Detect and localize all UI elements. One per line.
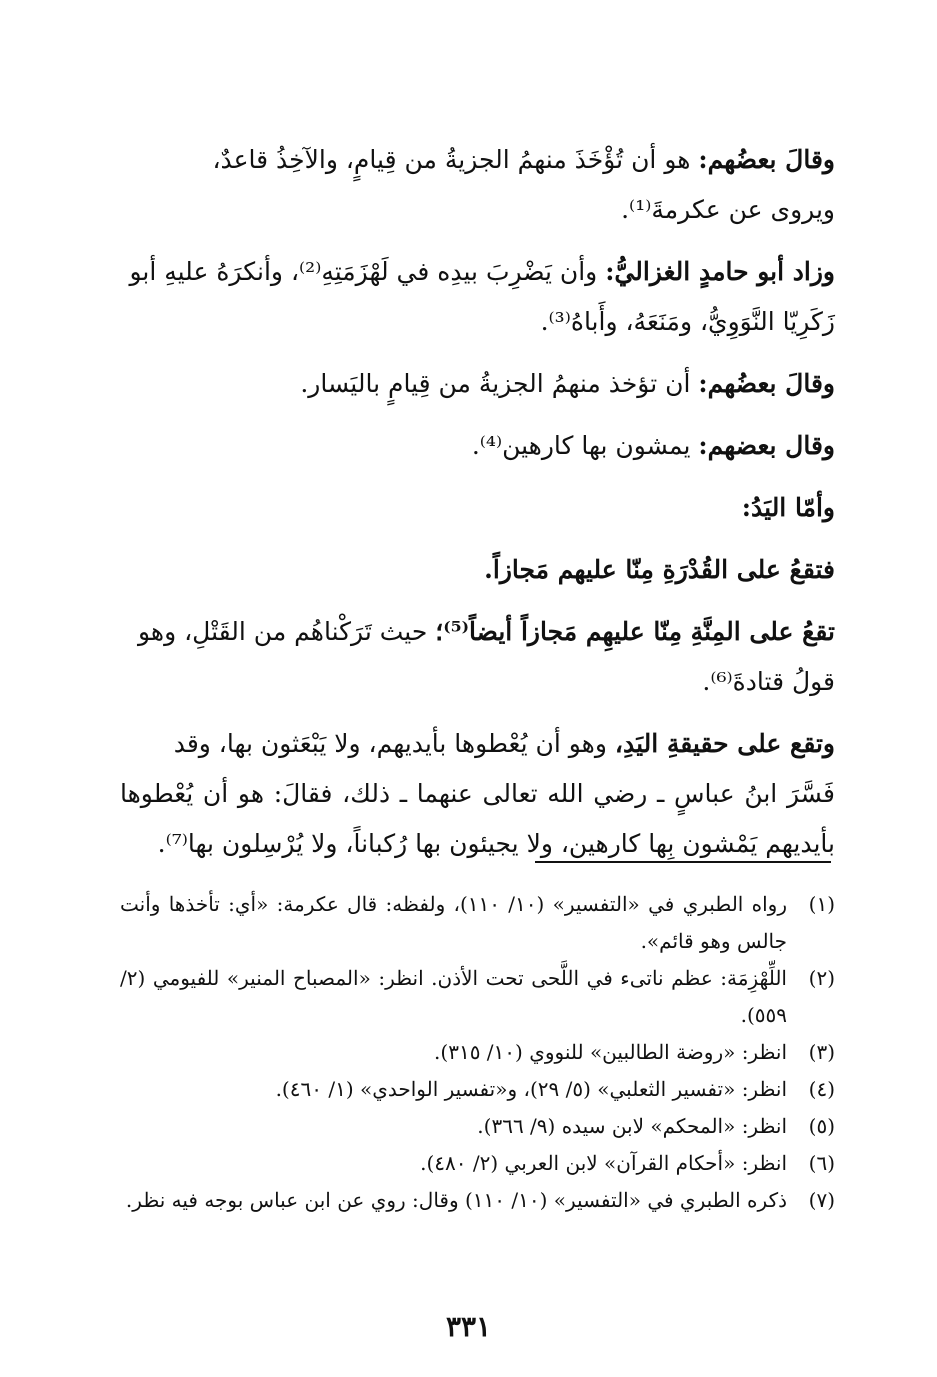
paragraph-lead: وقالَ بعضُهم: (698, 145, 835, 174)
footnote-number: (٣) (808, 1040, 835, 1064)
paragraph (120, 719, 835, 869)
paragraph (120, 359, 835, 409)
paragraph (120, 545, 835, 595)
footnote-number: (٥) (808, 1114, 835, 1138)
page-number: ٣٣١ (445, 1310, 492, 1343)
paragraph-line: ويروى عن عكرمةَ⁽¹⁾. (621, 195, 835, 224)
paragraph-line: قولُ قتادةَ⁽⁶⁾. (702, 667, 835, 696)
paragraph (120, 421, 835, 471)
footnote-number: (٤) (808, 1077, 835, 1101)
footnote-text: ذكره الطبري في «التفسير» (١٠/ ١١٠) وقال: روي عن ابن عباس بوجه فيه نظر. (125, 1188, 787, 1212)
footnotes (120, 886, 835, 1219)
footnote-text: انظر: «روضة الطالبين» للنووي (١٠/ ٣١٥). (434, 1040, 787, 1064)
paragraph-line: حيث تَرَكْناهُم من القَتْلِ، وهو (137, 617, 428, 646)
paragraph-line: فَسَّرَ ابنُ عباسٍ ـ رضي الله تعالى عنهما ـ ذلك، فقالَ: هو أن يُعْطوها (120, 779, 835, 808)
paragraph-lead: وقال بعضهم: (698, 431, 835, 460)
paragraph (120, 135, 835, 235)
footnote (120, 886, 835, 960)
footnote-number: (٧) (808, 1188, 835, 1212)
paragraph-lead: وتقع على حقيقةِ اليَدِ، (614, 729, 835, 758)
footnote (120, 1071, 835, 1108)
paragraph-line: بأيديهم يَمْشون بِها كارهين، ولا يجيئون بها رُكباناً، ولا يُرْسِلون بها⁽⁷⁾. (157, 829, 835, 858)
paragraph-lead: وقالَ بعضُهم: (698, 369, 835, 398)
footnote (120, 1145, 835, 1182)
main-text (120, 135, 835, 881)
paragraph-line: هو أن تُؤْخَذَ منهمُ الجزيةُ من قِيامٍ، والآخِذُ قاعدٌ، (212, 145, 691, 174)
paragraph-line: يمشون بها كارهين⁽⁴⁾. (471, 431, 691, 460)
paragraph-lead: فتقعُ على القُدْرَةِ مِنّا عليهم مَجازاً. (484, 555, 835, 584)
paragraph-line: وهو أن يُعْطوها بأيديهم، ولا يَبْعَثون بها، وقد (173, 729, 607, 758)
footnote-text: انظر: «تفسير الثعلبي» (٥/ ٢٩)، و«تفسير الواحدي» (١/ ٤٦٠). (275, 1077, 787, 1101)
paragraph (120, 247, 835, 347)
footnote-text: انظر: «أحكام القرآن» لابن العربي (٢/ ٤٨٠). (420, 1151, 787, 1175)
footnote-separator (535, 861, 831, 863)
paragraph-lead: تقعُ على المِنَّةِ مِنّا عليهِم مَجازاً أيضاً⁽⁵⁾؛ (435, 617, 835, 646)
footnote (120, 1182, 835, 1219)
footnote-number: (١) (808, 892, 835, 916)
paragraph-line: زَكَرِيّا النَّوَوِيُّ، ومَنَعَهُ، وأَباهُ⁽³⁾. (540, 307, 835, 336)
footnote (120, 1108, 835, 1145)
footnote-text: انظر: «المحكم» لابن سيده (٩/ ٣٦٦). (477, 1114, 787, 1138)
paragraph (120, 483, 835, 533)
footnote-text: رواه الطبري في «التفسير» (١٠/ ١١٠)، ولفظه: قال عكرمة: «أي: تأخذها وأنت جالس وهو قائم». (120, 892, 787, 953)
footnote (120, 1034, 835, 1071)
paragraph (120, 607, 835, 707)
paragraph-line: وأن يَضْرِبَ بيدِه في لَهْزَمَتِهِ⁽²⁾، وأنكرَهُ عليهِ أبو (129, 257, 598, 286)
paragraph-lead: وزاد أبو حامدٍ الغزاليُّ: (605, 257, 835, 286)
section-heading: وأمّا اليَدُ: (741, 493, 835, 522)
footnote (120, 960, 835, 1034)
footnote-text: اللِّهْزِمَة: عظم ناتىء في اللَّحى تحت الأذن. انظر: «المصباح المنير» للفيومي (٢/ ٥٥٩). (120, 966, 787, 1027)
paragraph-line: أن تؤخذ منهمُ الجزيةُ من قِيامٍ باليَسار. (300, 369, 691, 398)
footnote-number: (٦) (808, 1151, 835, 1175)
footnote-number: (٢) (808, 966, 835, 990)
